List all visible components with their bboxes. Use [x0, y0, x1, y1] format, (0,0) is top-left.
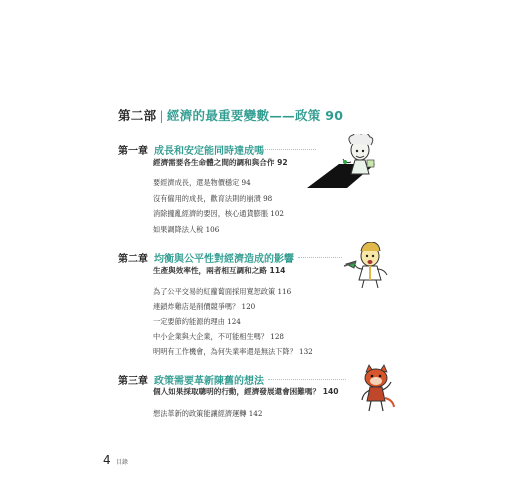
chapter-2-heading	[118, 250, 294, 265]
chapter-2-item-1: 為了公平交易的紅蘿蔔面採用寬恕政策 116	[153, 287, 292, 296]
chapter-1-item-2: 沒有僱用的成長，歡育法則的崩潰 98	[153, 194, 273, 203]
chapter-1-subtitle: 經濟需要各生命體之間的調和與合作 92	[153, 158, 288, 167]
chapter-1-title: 成長和安定能同時達成嗎	[154, 146, 264, 157]
chapter-2-item-2: 連鎖炸雞店是削價競爭嗎？ 120	[153, 302, 256, 311]
part-heading	[118, 106, 343, 124]
chapter-3-item-1: 想法革新的政策能讓經濟運轉 142	[153, 409, 263, 418]
chapter-3-title: 政策需要革新陳舊的想法	[154, 376, 264, 387]
part-dash: ——	[269, 108, 295, 123]
chapter-1-item-1: 要經濟成長，還是物價穩定 94	[153, 178, 251, 187]
part-page: 90	[325, 108, 344, 123]
chapter-2-title: 均衡與公平性對經濟造成的影響	[154, 254, 294, 265]
chapter-2-item-4: 中小企業與大企業，不可能相生嗎？ 128	[153, 332, 285, 341]
chapter-1-heading	[118, 142, 264, 157]
chapter-2-rule	[298, 257, 342, 258]
page-footer-label: 目錄	[116, 459, 129, 466]
chapter-3-subtitle: 個人如果採取聰明的行動，經濟發展還會困難嗎？ 140	[153, 387, 339, 396]
chapter-3-rule	[268, 379, 346, 380]
worker-illustration	[340, 242, 396, 290]
part-policy: 政策	[294, 108, 321, 123]
page-number: 4	[103, 453, 111, 467]
part-label: 第二部	[118, 108, 157, 123]
scientist-illustration	[305, 134, 391, 190]
chapter-2-number: 第二章	[118, 254, 148, 265]
chapter-2-item-3: 一定要節約能源的理由 124	[153, 317, 241, 326]
part-title: 經濟的最重要變數	[166, 108, 270, 123]
chapter-1-item-4: 如果調降法人稅 106	[153, 225, 220, 234]
fox-character-illustration	[356, 364, 398, 414]
part-separator: |	[159, 108, 164, 123]
chapter-1-item-3: 消除攏亂經濟的要因，核心通貨膨脹 102	[153, 209, 285, 218]
chapter-3-number: 第三章	[118, 376, 148, 387]
chapter-2-subtitle: 生產與效率性，兩者相互調和之路 114	[153, 266, 286, 275]
chapter-2-item-5: 明明有工作機會，為何失業率還是無法下降？ 132	[153, 347, 313, 356]
chapter-3-heading	[118, 372, 264, 387]
chapter-1-number: 第一章	[118, 146, 148, 157]
